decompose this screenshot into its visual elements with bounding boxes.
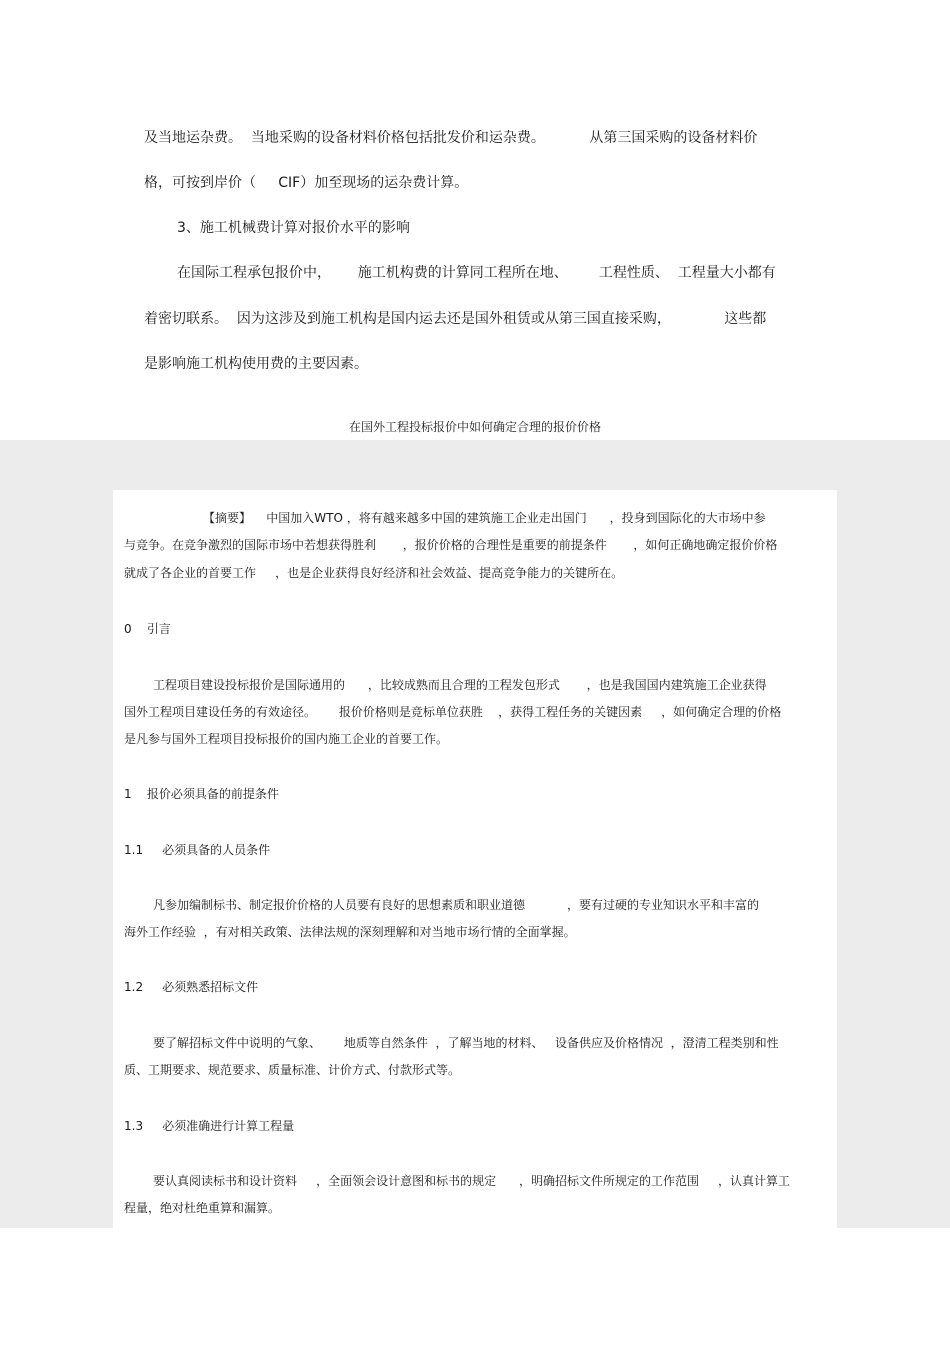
para-1-1-line-2: 海外工作经验 ，有对相关政策、法律法规的深刻理解和对当地市场行情的全面掌握。 xyxy=(124,925,576,939)
body-line-1: 及当地运杂费。 当地采购的设备材料价格包括批发价和运杂费。 从第三国采购的设备材料价 xyxy=(144,130,758,146)
article-card xyxy=(113,490,837,1228)
section-heading-3: 3、施工机械费计算对报价水平的影响 xyxy=(177,220,410,236)
abstract-line-2: 与竞争。在竞争激烈的国际市场中若想获得胜利 ，报价价格的合理性是重要的前提条件 ，如何正确地确定报价价格 xyxy=(124,538,778,552)
abstract-line-1: 【摘要】 中国加入WTO ，将有越来越多中国的建筑施工企业走出国门 ，投身到国际化的大市场中参 xyxy=(203,511,766,525)
intro-line-3: 是凡参与国外工程项目投标报价的国内施工企业的首要工作。 xyxy=(124,732,449,746)
intro-line-2: 国外工程项目建设任务的有效途径。 报价价格则是竞标单位获胜 ，获得工程任务的关键因素 ，如何确定合理的价格 xyxy=(124,705,782,719)
body-line-5: 着密切联系。 因为这涉及到施工机构是国内运去还是国外租赁或从第三国直接采购， 这些都 xyxy=(144,311,767,327)
heading-intro: 0 引言 xyxy=(124,622,171,636)
para-1-2-line-1: 要了解招标文件中说明的气象、 地质等自然条件 ，了解当地的材料、 设备供应及价格情况 ，澄清工程类别和性 xyxy=(153,1036,779,1050)
heading-1-3: 1.3 必须准确进行计算工程量 xyxy=(124,1119,295,1133)
para-1-2-line-2: 质、工期要求、规范要求、质量标准、计价方式、付款形式等。 xyxy=(124,1063,461,1077)
heading-1-1: 1.1 必须具备的人员条件 xyxy=(124,843,271,857)
para-1-3-line-2: 程量，绝对杜绝重算和漏算。 xyxy=(124,1201,281,1215)
para-1-1-line-1: 凡参加编制标书、制定报价价格的人员要有良好的思想素质和职业道德 ，要有过硬的专业知识水平和丰富的 xyxy=(153,898,759,912)
abstract-line-3: 就成了各企业的首要工作 ，也是企业获得良好经济和社会效益、提高竞争能力的关键所在。 xyxy=(124,566,624,580)
body-line-6: 是影响施工机构使用费的主要因素。 xyxy=(144,356,368,372)
body-line-2: 格，可按到岸价（ CIF）加至现场的运杂费计算。 xyxy=(144,175,469,191)
heading-1: 1 报价必须具备的前提条件 xyxy=(124,787,279,801)
heading-1-2: 1.2 必须熟悉招标文件 xyxy=(124,980,259,994)
para-1-3-line-1: 要认真阅读标书和设计资料 ，全面领会设计意图和标书的规定 ，明确招标文件所规定的工作范围 ，认真计算工 xyxy=(153,1174,791,1188)
article-title: 在国外工程投标报价中如何确定合理的报价价格 xyxy=(348,420,601,434)
body-line-4: 在国际工程承包报价中， 施工机构费的计算同工程所在地、 工程性质、 工程量大小都有 xyxy=(177,265,776,281)
intro-line-1: 工程项目建设投标报价是国际通用的 ，比较成熟而且合理的工程发包形式 ，也是我国国内建筑施工企业获得 xyxy=(153,678,767,692)
